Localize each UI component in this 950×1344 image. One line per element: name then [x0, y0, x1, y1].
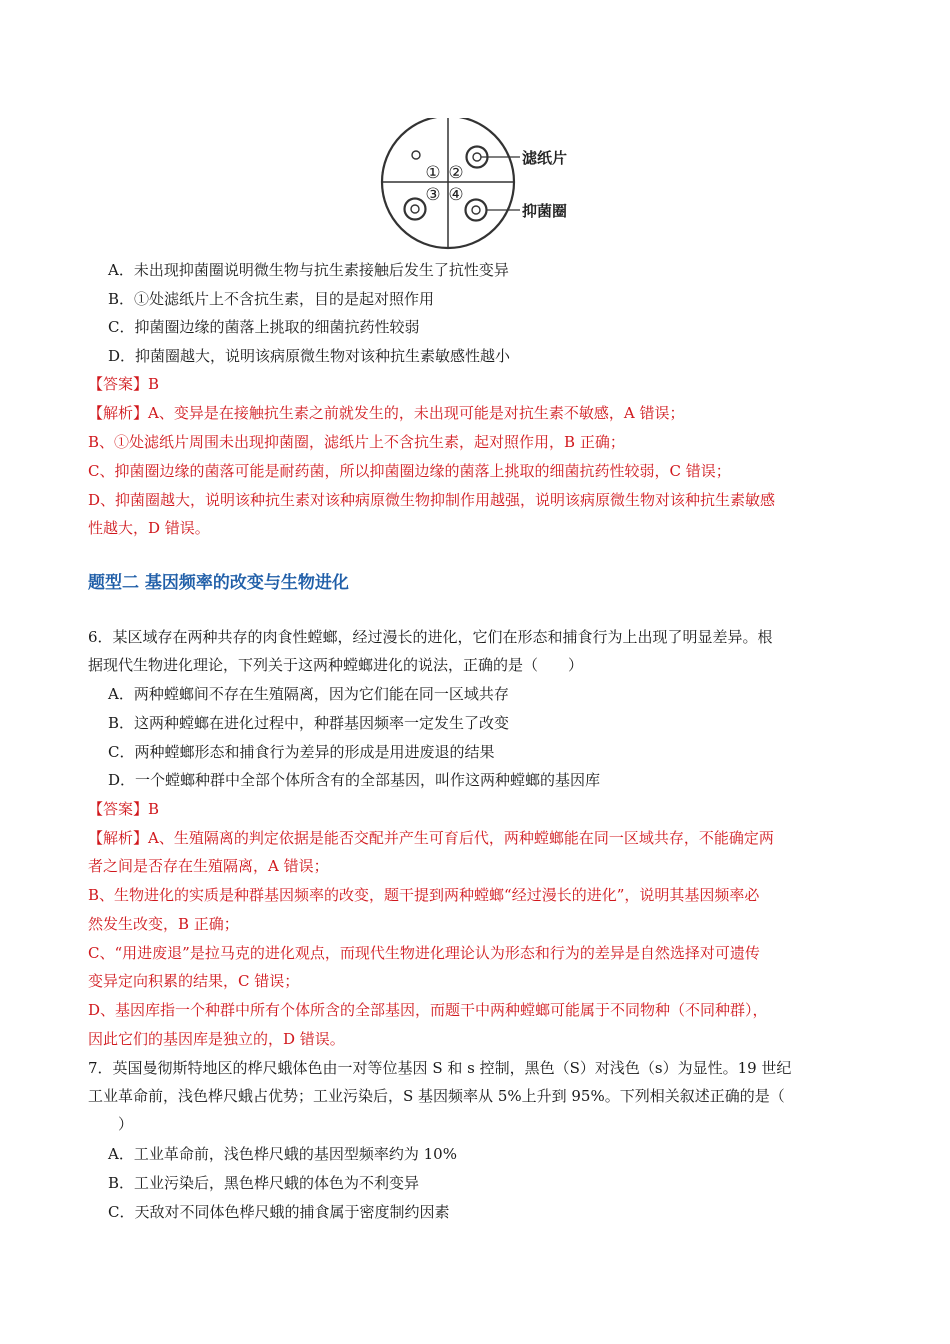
filter-paper-1 — [412, 151, 420, 159]
q6-answer — [88, 798, 868, 820]
label-inhibition-zone: 抑菌圈 — [522, 202, 568, 220]
q6-analysis-line-3: B、生物进化的实质是种群基因频率的改变，题干提到两种螳螂“经过漫长的进化”，说明其基因频率必 — [88, 886, 760, 904]
q6-analysis-text-1: A、生殖隔离的判定依据是能否交配并产生可育后代，两种螳螂能在同一区域共存，不能确定两 — [148, 829, 774, 847]
q6-analysis-line-8: 因此它们的基因库是独立的，D 错误。 — [88, 1030, 345, 1048]
q7-option-b: B．工业污染后，黑色桦尺蛾的体色为不利变异 — [108, 1174, 420, 1192]
q6-analysis-line-6: 变异定向积累的结果，C 错误； — [88, 972, 300, 990]
petri-dish-figure — [376, 118, 576, 253]
q5-analysis-line-2: B、①处滤纸片周围未出现抑菌圈，滤纸片上不含抗生素，起对照作用，B 正确； — [88, 433, 625, 451]
q5-analysis-label: 【解析】 — [88, 404, 149, 422]
q5-answer-value: B — [148, 375, 160, 393]
q5-option-a: A．未出现抑菌圈说明微生物与抗生素接触后发生了抗性变异 — [108, 261, 509, 279]
inhibition-zone-3 — [405, 199, 426, 220]
q6-answer-value: B — [148, 800, 160, 818]
quadrant-label-1: ① — [425, 163, 441, 183]
q7-option-c: C．天敌对不同体色桦尺蛾的捕食属于密度制约因素 — [108, 1203, 450, 1221]
quadrant-label-2: ② — [448, 163, 464, 183]
q7-option-a: A．工业革命前，浅色桦尺蛾的基因型频率约为 10% — [108, 1145, 457, 1163]
q5-analysis-line-1 — [88, 402, 868, 424]
q6-analysis-line-5: C、“用进废退”是拉马克的进化观点，而现代生物进化理论认为形态和行为的差异是自然选择对可遗传 — [88, 944, 760, 962]
q6-answer-label: 【答案】 — [88, 800, 149, 818]
q5-analysis-line-4: D、抑菌圈越大，说明该种抗生素对该种病原微生物抑制作用越强，说明该病原微生物对该种抗生素敏感 — [88, 491, 776, 509]
q5-answer-label: 【答案】 — [88, 375, 149, 393]
inhibition-zone-4 — [466, 200, 487, 221]
q6-option-b: B．这两种螳螂在进化过程中，种群基因频率一定发生了改变 — [108, 714, 510, 732]
section-title: 题型二 基因频率的改变与生物进化 — [88, 573, 349, 593]
q6-analysis-line-7: D、基因库指一个种群中所有个体所含的全部基因，而题干中两种螳螂可能属于不同物种（不同种群）， — [88, 1001, 768, 1019]
q6-option-c: C．两种螳螂形态和捕食行为差异的形成是用进废退的结果 — [108, 743, 495, 761]
q5-analysis-text-1: A、变异是在接触抗生素之前就发生的，未出现可能是对抗生素不敏感，A 错误； — [148, 404, 685, 422]
filter-paper-3 — [411, 205, 419, 213]
quadrant-label-3: ③ — [425, 185, 441, 205]
filter-paper-4 — [472, 206, 480, 214]
q6-option-d: D．一个螳螂种群中全部个体所含有的全部基因，叫作这两种螳螂的基因库 — [108, 771, 601, 789]
q6-stem-line-2: 据现代生物进化理论，下列关于这两种螳螂进化的说法，正确的是（ ） — [88, 656, 584, 674]
q7-stem-line-1: 7．英国曼彻斯特地区的桦尺蛾体色由一对等位基因 S 和 s 控制，黑色（S）对浅色（s）为显性。19 世纪 — [88, 1059, 792, 1077]
q6-option-a: A．两种螳螂间不存在生殖隔离，因为它们能在同一区域共存 — [108, 685, 509, 703]
q5-analysis-line-5: 性越大，D 错误。 — [88, 519, 210, 537]
q7-stem-line-3: ） — [118, 1115, 134, 1133]
q6-stem-line-1: 6．某区域存在两种共存的肉食性螳螂，经过漫长的进化，它们在形态和捕食行为上出现了明显差异。根 — [88, 628, 773, 646]
q5-option-d: D．抑菌圈越大，说明该病原微生物对该种抗生素敏感性越小 — [108, 347, 511, 365]
q5-option-c: C．抑菌圈边缘的菌落上挑取的细菌抗药性较弱 — [108, 318, 420, 336]
q6-analysis-line-4: 然发生改变，B 正确； — [88, 915, 239, 933]
quadrant-label-4: ④ — [448, 185, 464, 205]
q7-stem-line-2: 工业革命前，浅色桦尺蛾占优势；工业污染后，S 基因频率从 5%上升到 95%。下列相关叙述正确的是（ — [88, 1087, 785, 1105]
q6-analysis-line-2: 者之间是否存在生殖隔离，A 错误； — [88, 857, 329, 875]
label-filter-paper: 滤纸片 — [522, 149, 568, 167]
q6-analysis-line-1 — [88, 827, 868, 849]
filter-paper-2 — [473, 153, 481, 161]
q5-answer — [88, 373, 868, 395]
q5-option-b: B．①处滤纸片上不含抗生素，目的是起对照作用 — [108, 290, 435, 308]
q5-analysis-line-3: C、抑菌圈边缘的菌落可能是耐药菌，所以抑菌圈边缘的菌落上挑取的细菌抗药性较弱，C 错误； — [88, 462, 731, 480]
q6-analysis-label: 【解析】 — [88, 829, 149, 847]
